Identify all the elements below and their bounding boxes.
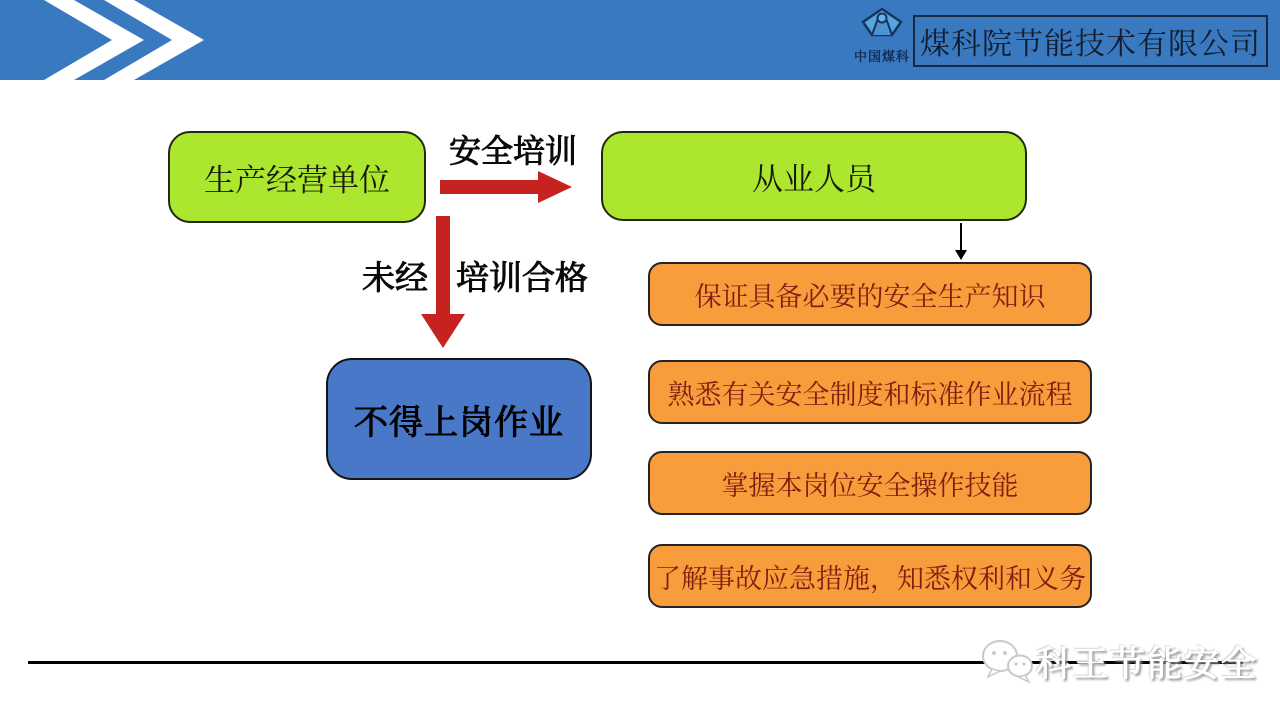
requirement-box: 了解事故应急措施，知悉权利和义务	[648, 544, 1092, 608]
company-name: 煤科院节能技术有限公司	[920, 28, 1261, 61]
source-unit-box: 生产经营单位	[168, 131, 426, 223]
workers-box: 从业人员	[601, 131, 1027, 221]
requirement-box: 熟悉有关安全制度和标准作业流程	[648, 360, 1092, 424]
logo-caption: 中国煤科	[853, 49, 910, 64]
header-bar	[0, 0, 1280, 80]
forbidden-box: 不得上岗作业	[326, 358, 592, 480]
training-arrow	[440, 171, 572, 203]
requirement-box: 保证具备必要的安全生产知识	[648, 262, 1092, 326]
fail-label-right: 培训合格	[456, 259, 588, 296]
watermark	[978, 634, 1268, 690]
flow-connector-arrow	[955, 223, 967, 260]
coal-logo-icon	[859, 8, 905, 48]
company-name-box	[913, 15, 1268, 67]
requirement-box: 掌握本岗位安全操作技能	[648, 451, 1092, 515]
training-arrow-label: 安全培训	[449, 133, 578, 169]
watermark-text: 科王节能安全	[1036, 645, 1259, 684]
wechat-icon	[978, 636, 1036, 688]
fail-label-left: 未经	[362, 259, 428, 296]
company-logo	[850, 8, 914, 74]
